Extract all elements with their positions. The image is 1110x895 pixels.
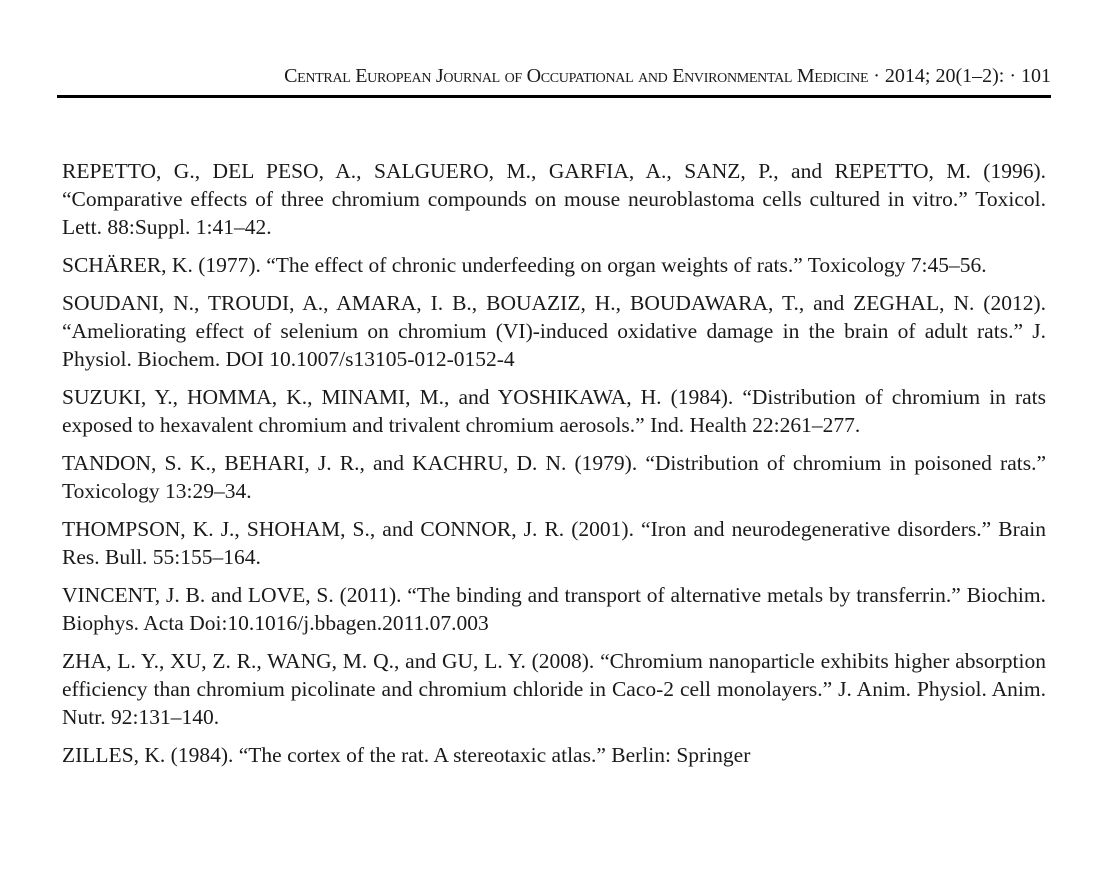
issue-and-page: · 2014; 20(1–2): · 101 (868, 65, 1051, 87)
running-header (57, 62, 1051, 90)
reference-item: THOMPSON, K. J., SHOHAM, S., and CONNOR, J. R. (2001). “Iron and neurodegenerative disorders.” Brain Res. Bull. 55:155–164. (62, 517, 1046, 569)
reference-list (62, 157, 1046, 779)
reference-item: ZHA, L. Y., XU, Z. R., WANG, M. Q., and GU, L. Y. (2008). “Chromium nanoparticle exhibits higher absorption efficiency than chromium picolinate and chromium chloride in Caco-2 cell monolayers.” J. Anim. Physiol. Anim. Nutr. 92:131–140. (62, 649, 1046, 729)
reference-item: SOUDANI, N., TROUDI, A., AMARA, I. B., BOUAZIZ, H., BOUDAWARA, T., and ZEGHAL, N. (2012). “Ameliorating effect of selenium on chromium (VI)-induced oxidative damage in the brain of adult rats.” J. Physiol. Biochem. DOI 10.1007/s13105-012-0152-4 (62, 291, 1046, 371)
reference-item: REPETTO, G., DEL PESO, A., SALGUERO, M., GARFIA, A., SANZ, P., and REPETTO, M. (1996). “Comparative effects of three chromium compounds on mouse neuroblastoma cells cultured in vitro.” Toxicol. Lett. 88:Suppl. 1:41–42. (62, 159, 1046, 239)
journal-title: Central European Journal of Occupational and Environmental Medicine (284, 65, 869, 87)
reference-item: TANDON, S. K., BEHARI, J. R., and KACHRU, D. N. (1979). “Distribution of chromium in poisoned rats.” Toxicology 13:29–34. (62, 451, 1046, 503)
reference-item: VINCENT, J. B. and LOVE, S. (2011). “The binding and transport of alternative metals by transferrin.” Biochim. Biophys. Acta Doi:10.1016/j.bbagen.2011.07.003 (62, 583, 1046, 635)
header-rule (57, 95, 1051, 98)
reference-item: ZILLES, K. (1984). “The cortex of the rat. A stereotaxic atlas.” Berlin: Springer (62, 743, 751, 767)
reference-item: SUZUKI, Y., HOMMA, K., MINAMI, M., and YOSHIKAWA, H. (1984). “Distribution of chromium in rats exposed to hexavalent chromium and trivalent chromium aerosols.” Ind. Health 22:261–277. (62, 385, 1046, 437)
reference-item: SCHÄRER, K. (1977). “The effect of chronic underfeeding on organ weights of rats.” Toxicology 7:45–56. (62, 253, 987, 277)
